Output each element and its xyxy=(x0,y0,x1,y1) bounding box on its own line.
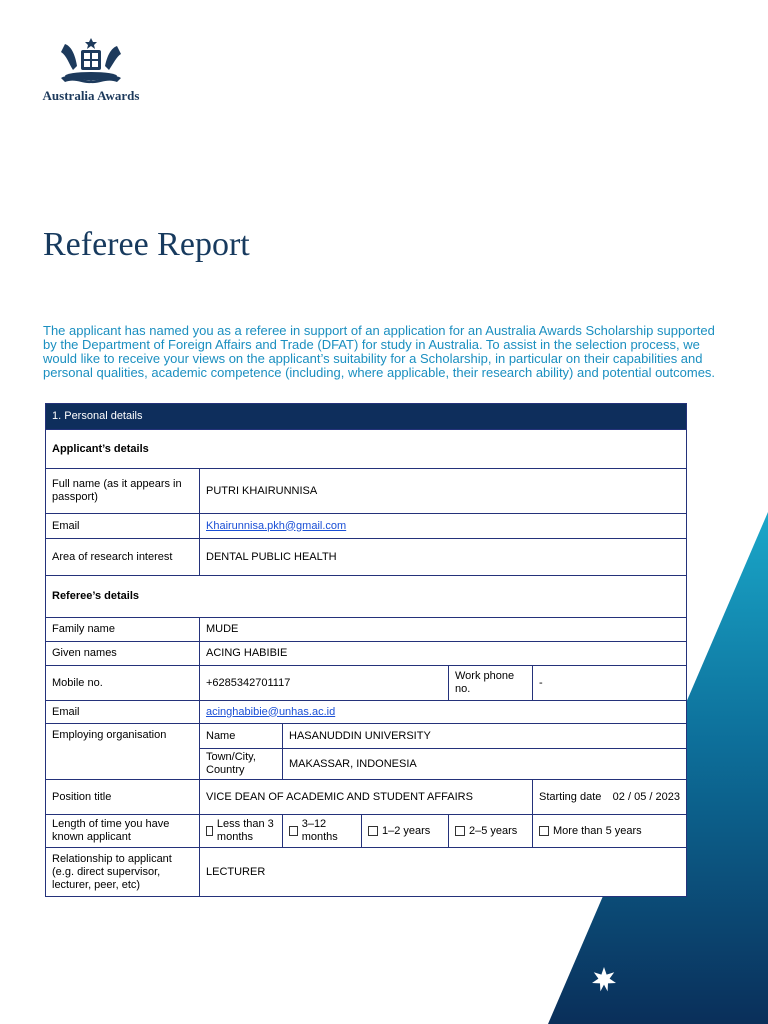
starting-date-value xyxy=(613,791,680,804)
checkbox-icon[interactable] xyxy=(206,826,213,836)
referee-email-field[interactable] xyxy=(200,701,687,724)
family-name-field[interactable]: MUDE xyxy=(200,618,687,642)
length-option-2[interactable] xyxy=(283,815,362,848)
mobile-field[interactable]: +6285342701117 xyxy=(200,666,449,701)
personal-details-form xyxy=(45,403,687,897)
length-option-label: More than 5 years xyxy=(553,824,642,837)
referee-details-heading: Referee’s details xyxy=(46,576,687,618)
checkbox-icon[interactable] xyxy=(455,826,465,836)
town-field[interactable]: MAKASSAR, INDONESIA xyxy=(283,749,687,780)
start-month: 05 xyxy=(634,790,647,803)
research-interest-label: Area of research interest xyxy=(46,539,200,576)
date-separator: / xyxy=(649,790,653,803)
given-names-label: Given names xyxy=(46,642,200,666)
length-option-label: Less than 3 months xyxy=(216,818,274,843)
checkbox-icon[interactable] xyxy=(539,826,549,836)
date-separator: / xyxy=(627,790,632,803)
applicant-details-heading: Applicant’s details xyxy=(46,430,687,469)
work-phone-label: Work phone no. xyxy=(449,666,533,701)
length-option-3[interactable] xyxy=(362,815,449,848)
section-title: 1. Personal details xyxy=(46,404,687,430)
start-year: 2023 xyxy=(655,790,681,803)
australia-awards-logo xyxy=(36,36,146,104)
applicant-email-label: Email xyxy=(46,514,200,539)
employer-label: Employing organisation xyxy=(46,724,200,780)
length-option-1[interactable] xyxy=(200,815,283,848)
intro-paragraph: The applicant has named you as a referee in support of an application for an Australia Awards Scholarship supported by the Department of Foreign Affairs and Trade (DFAT) for study in Australia. To assist in the selection process, we would like to receive your views on the applicant’s suitability for a Scholarship, in particular on their capabilities and personal qualities, academic competence (including, where applicable, their research ability) and potential outcomes. xyxy=(43,323,716,380)
referee-email-label: Email xyxy=(46,701,200,724)
org-name-field[interactable]: HASANUDDIN UNIVERSITY xyxy=(283,724,687,749)
checkbox-icon[interactable] xyxy=(368,826,378,836)
referee-email-link[interactable]: acinghabibie@unhas.ac.id xyxy=(206,705,336,718)
length-option-label: 3–12 months xyxy=(301,818,338,843)
applicant-email-link[interactable]: Khairunnisa.pkh@gmail.com xyxy=(206,519,347,532)
logo-text: Australia Awards xyxy=(42,88,140,103)
starting-date-cell[interactable] xyxy=(533,780,687,815)
org-name-label: Name xyxy=(200,724,283,749)
work-phone-field[interactable]: - xyxy=(533,666,687,701)
starting-date xyxy=(539,791,680,804)
full-name-field[interactable]: PUTRI KHAIRUNNISA xyxy=(200,469,687,514)
length-option-label: 2–5 years xyxy=(469,824,518,837)
family-name-label: Family name xyxy=(46,618,200,642)
full-name-label: Full name (as it appears in passport) xyxy=(46,469,200,514)
applicant-email-field[interactable] xyxy=(200,514,687,539)
length-label: Length of time you have known applicant xyxy=(46,815,200,848)
length-option-4[interactable] xyxy=(449,815,533,848)
section-header-row xyxy=(46,404,687,430)
starting-date-label: Starting date xyxy=(539,790,602,803)
town-label: Town/City, Country xyxy=(200,749,283,780)
coat-of-arms-icon xyxy=(51,36,131,86)
length-option-label: 1–2 years xyxy=(382,824,431,837)
relationship-label: Relationship to applicant (e.g. direct supervisor, lecturer, peer, etc) xyxy=(46,848,200,897)
page-title: Referee Report xyxy=(43,226,250,263)
mobile-label: Mobile no. xyxy=(46,666,200,701)
position-field[interactable]: VICE DEAN OF ACADEMIC AND STUDENT AFFAIRS xyxy=(200,780,533,815)
research-interest-field[interactable]: DENTAL PUBLIC HEALTH xyxy=(200,539,687,576)
start-day: 02 xyxy=(612,790,625,803)
given-names-field[interactable]: ACING HABIBIE xyxy=(200,642,687,666)
length-option-5[interactable] xyxy=(533,815,687,848)
relationship-field[interactable]: LECTURER xyxy=(200,848,687,897)
position-label: Position title xyxy=(46,780,200,815)
star-icon xyxy=(590,966,618,994)
checkbox-icon[interactable] xyxy=(289,826,298,836)
